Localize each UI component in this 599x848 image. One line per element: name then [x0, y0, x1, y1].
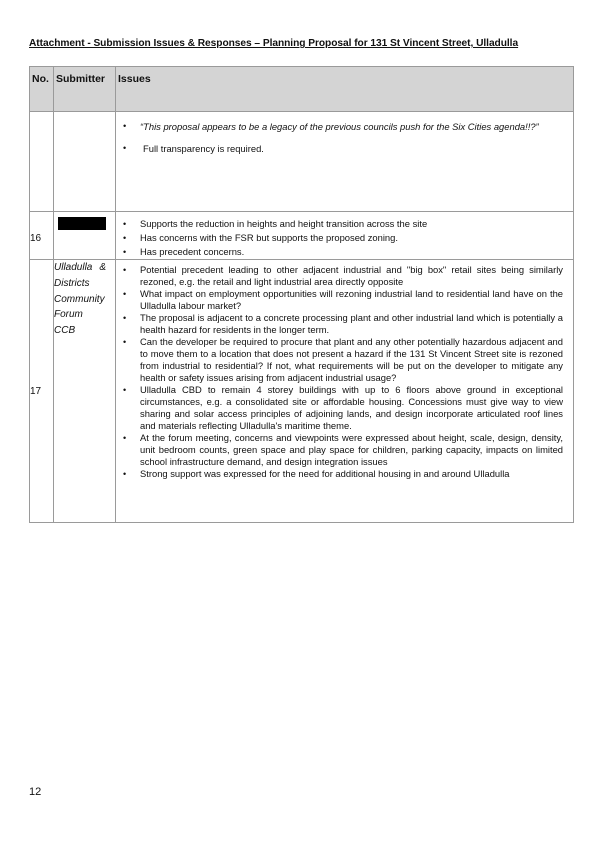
issue-text: The proposal is adjacent to a concrete processing plant and other industrial land which is potentially a health hazard for residents in the longer term. — [140, 312, 563, 335]
issue-text: “This proposal appears to be a legacy of the previous councils push for the Six Cities agenda!!?” — [140, 121, 539, 132]
bullet-icon: • — [123, 233, 127, 243]
bullet-icon: • — [123, 247, 127, 257]
document-title: Attachment - Submission Issues & Responses – Planning Proposal for 131 St Vincent Street, Ulladulla — [29, 38, 519, 49]
issue-item — [116, 264, 573, 288]
issue-text: Supports the reduction in heights and height transition across the site — [140, 218, 428, 229]
header-submitter: Submitter — [54, 67, 116, 112]
issue-item — [116, 142, 573, 155]
bullet-icon: • — [123, 265, 127, 275]
issue-item — [116, 384, 573, 432]
row-submitter — [54, 260, 116, 523]
bullet-icon: • — [123, 143, 127, 153]
issue-text: What impact on employment opportunities will rezoning industrial land to residential land have on the Ulladulla labour market? — [140, 288, 563, 311]
issue-text: Ulladulla CBD to remain 4 storey buildings with up to 6 floors above ground in exceptional circumstances, e.g. a consolidated site or affordable housing. Concessions must give way to view sharing and solar access principles of adjoining lands, and design incorporate articulated roof lines and materials reflecting Ulladulla's maritime theme. — [140, 384, 563, 431]
issue-item — [116, 288, 573, 312]
bullet-icon: • — [123, 121, 127, 131]
redacted-submitter-block — [58, 217, 106, 230]
issue-text: At the forum meeting, concerns and viewpoints were expressed about height, scale, design, density, unit bedroom counts, green space and play space for children, parking capacity, impacts on limited school infrastructure demand, and design integration issues — [140, 432, 563, 467]
table-row — [30, 212, 574, 260]
row-number: 17 — [30, 260, 54, 523]
page-number: 12 — [29, 786, 42, 798]
issue-item — [116, 432, 573, 468]
row-number: 16 — [30, 212, 54, 260]
issue-item — [116, 120, 573, 133]
submissions-table — [29, 66, 574, 523]
bullet-icon: • — [123, 469, 127, 479]
issue-item — [116, 312, 573, 336]
row-issues — [116, 260, 574, 523]
row-issues — [116, 112, 574, 212]
issue-item — [116, 217, 573, 231]
issue-text: Has precedent concerns. — [140, 246, 245, 257]
issue-text: Has concerns with the FSR but supports the proposed zoning. — [140, 232, 398, 243]
bullet-icon: • — [123, 433, 127, 443]
row-number — [30, 112, 54, 212]
bullet-icon: • — [123, 219, 127, 229]
bullet-icon: • — [123, 385, 127, 395]
issue-item — [116, 468, 573, 480]
issue-item — [116, 231, 573, 245]
issue-text: Potential precedent leading to other adjacent industrial and "big box" retail sites being similarly rezoned, e.g. the retail and light industrial area directly opposite — [140, 264, 563, 287]
issue-item — [116, 245, 573, 259]
issue-text: Full transparency is required. — [143, 143, 264, 154]
bullet-icon: • — [123, 289, 127, 299]
bullet-icon: • — [123, 313, 127, 323]
row-submitter — [54, 112, 116, 212]
table-row — [30, 112, 574, 212]
issue-item — [116, 336, 573, 384]
header-issues: Issues — [116, 67, 574, 112]
issue-text: Can the developer be required to procure that plant and any other potentially hazardous adjacent and to move them to a location that does not present a hazard if the 131 St Vincent Street site is rezoned from industrial to residential? If not, what requirements will be put on the developer to mitigate any health or safety issues arising from adjacent industrial usage? — [140, 336, 563, 383]
submitter-name: Ulladulla & Districts Community Forum CCB — [54, 262, 106, 337]
table-header-row — [30, 67, 574, 112]
table-row — [30, 260, 574, 523]
bullet-icon: • — [123, 337, 127, 347]
issue-text: Strong support was expressed for the need for additional housing in and around Ulladulla — [140, 468, 510, 479]
row-issues — [116, 212, 574, 260]
row-submitter — [54, 212, 116, 260]
header-no: No. — [30, 67, 54, 112]
